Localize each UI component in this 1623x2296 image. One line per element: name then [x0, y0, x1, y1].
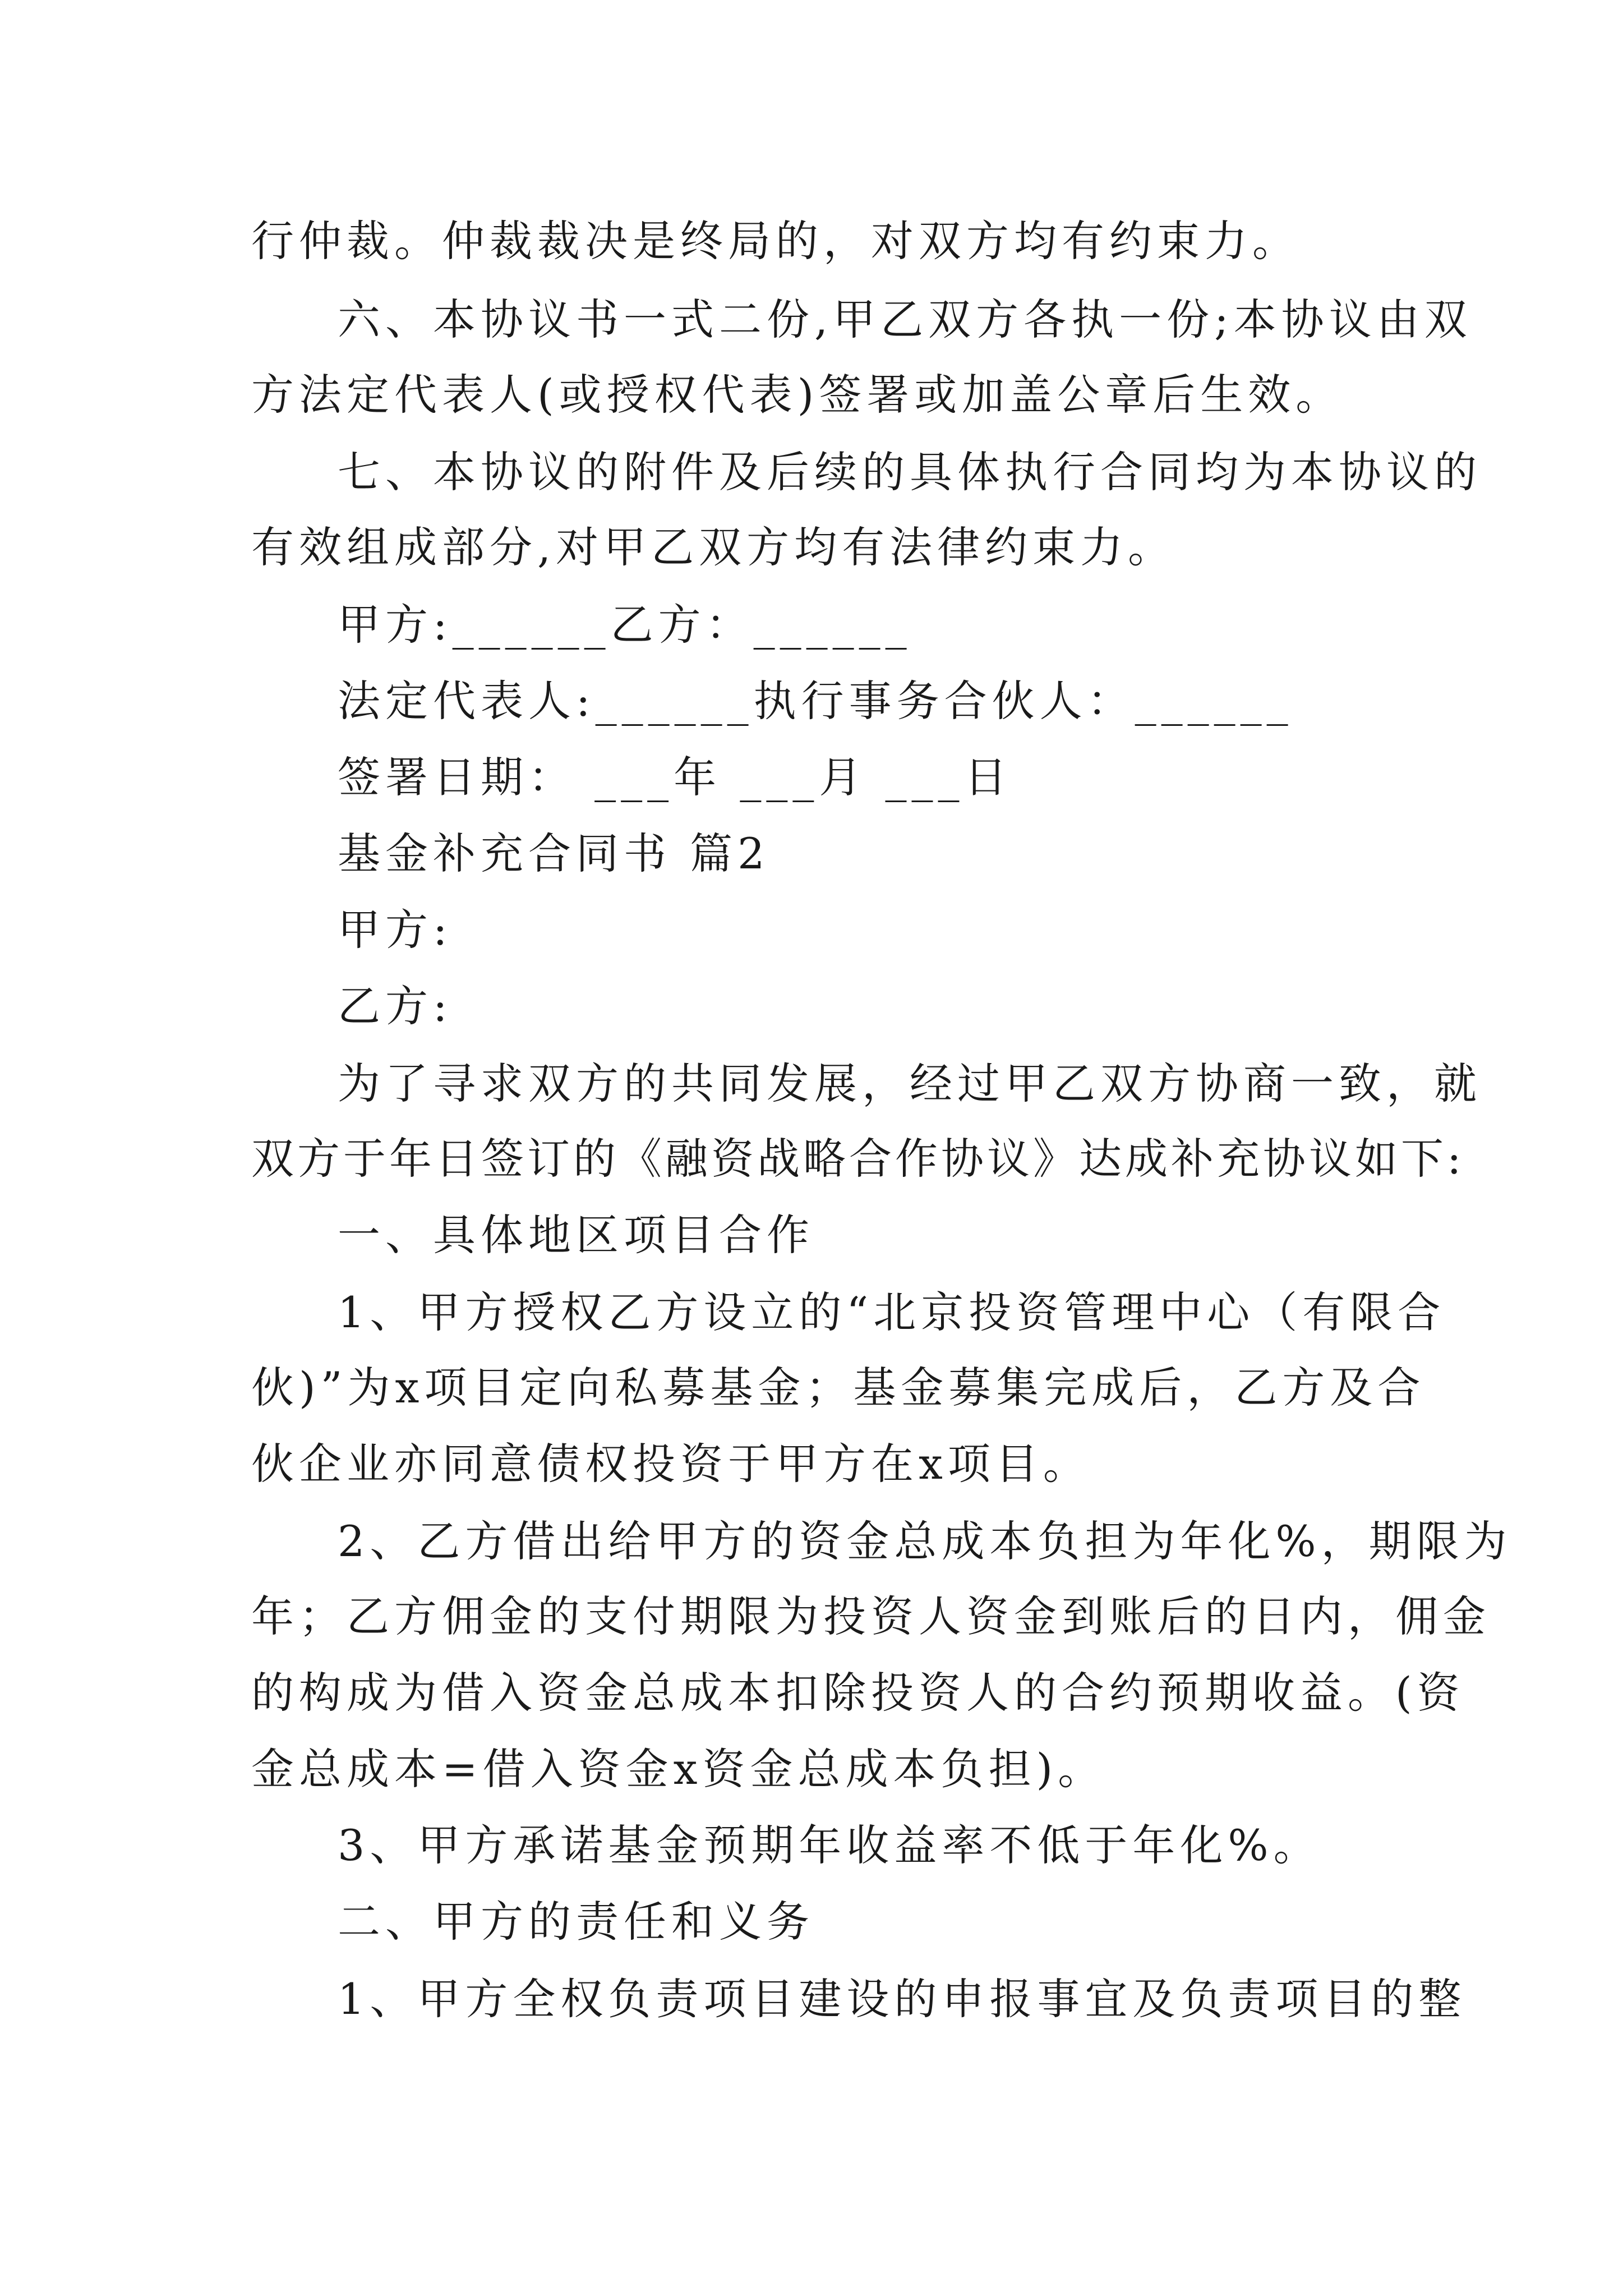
paragraph-line: 1、甲方授权乙方设立的“北京投资管理中心（有限合	[338, 1287, 1446, 1337]
paragraph-line: 行仲裁。仲裁裁决是终局的，对双方均有约束力。	[251, 216, 1300, 266]
signature-line-parties: 甲方:______乙方：______	[338, 600, 912, 650]
paragraph-line: 金总成本=借入资金x资金总成本负担)。	[251, 1744, 1106, 1794]
party-b-label: 乙方:	[338, 981, 453, 1031]
paragraph-line: 1、甲方全权负责项目建设的申报事宜及负责项目的整	[338, 1974, 1467, 2024]
paragraph-line: 年；乙方佣金的支付期限为投资人资金到账后的日内，佣金	[251, 1591, 1491, 1641]
clause-heading: 二、甲方的责任和义务	[338, 1897, 814, 1947]
paragraph-line: 为了寻求双方的共同发展，经过甲乙双方协商一致，就	[338, 1059, 1482, 1108]
signature-line-representatives: 法定代表人:______执行事务合伙人：______	[338, 676, 1293, 726]
clause-heading: 一、具体地区项目合作	[338, 1210, 814, 1260]
paragraph-line: 3、甲方承诺基金预期年收益率不低于年化%。	[338, 1820, 1321, 1870]
paragraph-line: 2、乙方借出给甲方的资金总成本负担为年化%，期限为	[338, 1516, 1512, 1566]
section-title: 基金补充合同书 篇2	[338, 829, 770, 878]
paragraph-line: 伙)”为x项目定向私募基金；基金募集完成后，乙方及合	[251, 1363, 1426, 1412]
paragraph-line: 有效组成部分,对甲乙双方均有法律约束力。	[251, 522, 1176, 572]
paragraph-line: 六、本协议书一式二份,甲乙双方各执一份;本协议由双	[338, 295, 1472, 344]
paragraph-line: 双方于年日签订的《融资战略合作协议》达成补充协议如下:	[251, 1134, 1465, 1184]
signature-line-date: 签署日期： ___年 ___月 ___日	[338, 752, 1012, 802]
paragraph-line: 的构成为借入资金总成本扣除投资人的合约预期收益。(资	[251, 1668, 1465, 1718]
paragraph-line: 方法定代表人(或授权代表)签署或加盖公章后生效。	[251, 370, 1344, 420]
paragraph-line: 伙企业亦同意债权投资于甲方在x项目。	[251, 1439, 1091, 1489]
paragraph-line: 七、本协议的附件及后续的具体执行合同均为本协议的	[338, 447, 1482, 497]
party-a-label: 甲方:	[338, 905, 453, 955]
